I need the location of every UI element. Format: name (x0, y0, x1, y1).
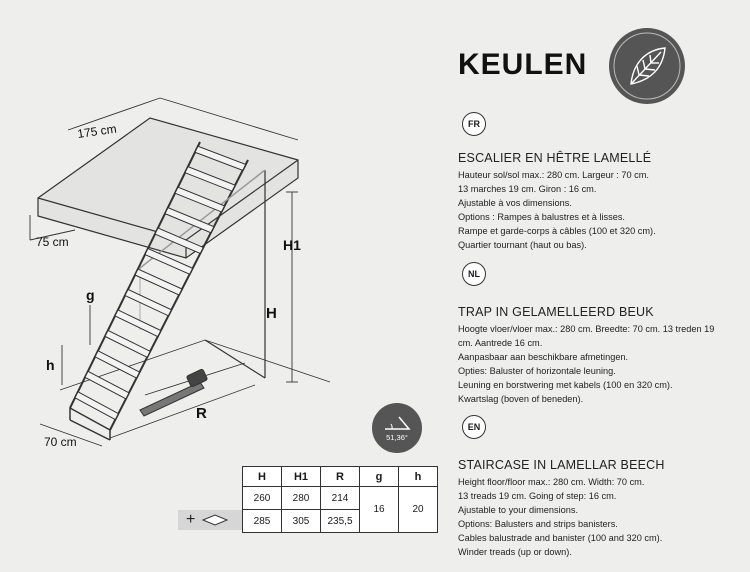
angle-badge (372, 403, 422, 453)
section-nl (458, 305, 748, 407)
extension-indicator (178, 510, 242, 530)
label-g: g (86, 287, 95, 303)
header-h: h (399, 467, 438, 487)
stair-tread (125, 289, 171, 315)
stair-tread (135, 269, 182, 295)
angle-value: 51,36° (386, 433, 408, 442)
section-line: 13 marches 19 cm. Giron : 16 cm. (458, 184, 597, 195)
section-line: cm. Aantrede 16 cm. (458, 338, 543, 349)
section-line: Kwartslag (boven of beneden). (458, 394, 584, 405)
section-line: Opties: Baluster of horizontale leuning. (458, 366, 616, 377)
stair-tread (85, 371, 129, 399)
cell: 280 (282, 487, 321, 510)
section-line: Height floor/floor max.: 280 cm. Width: 70 cm. (458, 477, 645, 487)
label-R: R (196, 405, 207, 422)
section-line: Winder treads (up or down). (458, 547, 572, 558)
cell: 260 (243, 487, 282, 510)
cell: 235,5 (321, 510, 360, 533)
product-title: KEULEN (458, 48, 588, 81)
angle-icon (372, 403, 422, 453)
cell: 214 (321, 487, 360, 510)
section-line: Ajustable to your dimensions. (458, 505, 579, 516)
table-header-row (243, 467, 438, 487)
dim-width-bottom: 70 cm (44, 435, 77, 449)
label-H: H (266, 305, 277, 322)
cell: 285 (243, 510, 282, 533)
dim-width-top: 175 cm (76, 121, 118, 141)
lang-badge-en: EN (462, 415, 486, 439)
stair-tread (115, 310, 161, 337)
section-line: Ajustable à vos dimensions. (458, 198, 572, 209)
section-line: Quartier tournant (haut ou bas). (458, 240, 587, 251)
stair-tread (75, 392, 118, 420)
header-H1: H1 (282, 467, 321, 487)
section-line: Hoogte vloer/vloer max.: 280 cm. Breedte: 70 cm. 13 treden 19 (458, 324, 715, 334)
lang-badge-fr: FR (462, 112, 486, 136)
header-R: R (321, 467, 360, 487)
section-heading: TRAP IN GELAMELLEERD BEUK (458, 305, 654, 319)
section-line: Rampe et garde-corps à câbles (100 et 320 cm). (458, 226, 656, 237)
section-en (458, 458, 748, 560)
cell-g: 16 (360, 487, 399, 533)
section-heading: ESCALIER EN HÊTRE LAMELLÉ (458, 151, 652, 165)
label-h: h (46, 357, 55, 373)
stair-tread (105, 330, 150, 357)
section-line: Hauteur sol/sol max.: 280 cm. Largeur : 70 cm. (458, 170, 649, 180)
section-line: 13 treads 19 cm. Going of step: 16 cm. (458, 491, 617, 502)
label-H1: H1 (283, 237, 301, 253)
section-line: Cables balustrade and banister (100 and 320 cm). (458, 533, 663, 544)
extension-block-icon (201, 513, 229, 527)
plus-icon: + (186, 511, 196, 528)
section-heading: STAIRCASE IN LAMELLAR BEECH (458, 458, 665, 472)
table-row (243, 487, 438, 510)
section-line: Aanpasbaar aan beschikbare afmetingen. (458, 352, 629, 363)
section-fr (458, 151, 748, 253)
lang-badge-nl: NL (462, 262, 486, 286)
header-H: H (243, 467, 282, 487)
dimensions-table (242, 466, 438, 533)
section-line: Options : Rampes à balustres et à lisses. (458, 212, 625, 223)
section-line: Leuning en borstwering met kabels (100 en 320 cm). (458, 380, 673, 391)
header-g: g (360, 467, 399, 487)
dim-depth-top: 75 cm (36, 235, 69, 249)
cell: 305 (282, 510, 321, 533)
leaf-icon (609, 28, 685, 104)
section-line: Options: Balusters and strips banisters. (458, 519, 618, 530)
cell-h: 20 (399, 487, 438, 533)
